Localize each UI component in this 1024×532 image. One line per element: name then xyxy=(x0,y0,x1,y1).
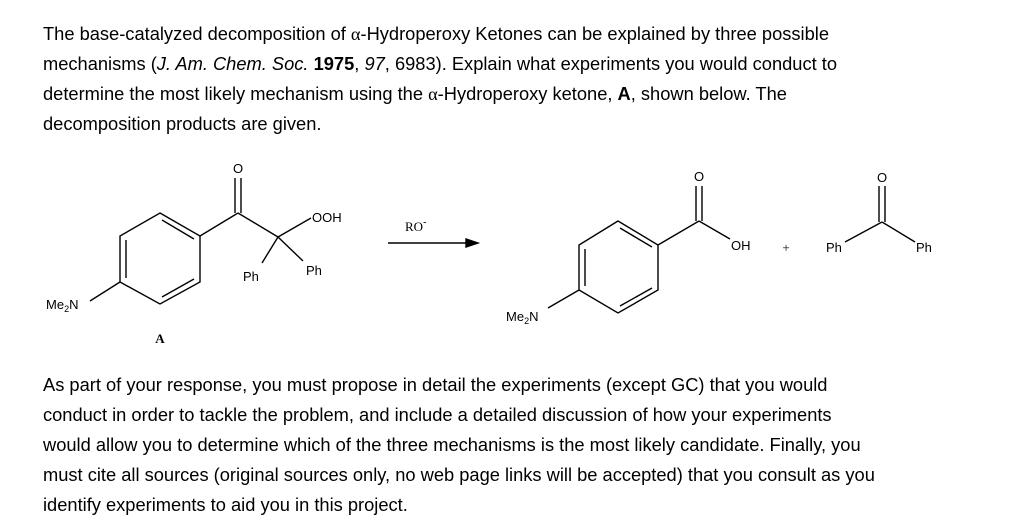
journal-volume: 97 xyxy=(364,53,385,74)
compound-label: A xyxy=(617,83,631,104)
text: The base-catalyzed decomposition of xyxy=(43,23,351,44)
nme2-label: $Me_2N$ xyxy=(46,297,79,314)
phenyl-label: Ph xyxy=(306,263,322,278)
oxygen-label: O xyxy=(232,161,244,176)
reaction-arrow xyxy=(388,217,478,247)
text: mechanisms ( xyxy=(43,53,157,74)
journal-name: J. Am. Chem. Soc. xyxy=(156,53,309,74)
text: , xyxy=(354,53,365,74)
product-benzoic-acid xyxy=(506,169,751,326)
alpha-symbol: α xyxy=(428,84,438,104)
plus-sign: + xyxy=(782,240,790,255)
text: determine the most likely mechanism using the xyxy=(43,83,429,104)
phenyl-label: Ph xyxy=(826,240,842,255)
product-benzophenone xyxy=(826,170,932,255)
oxygen-label: O xyxy=(876,170,888,185)
response-line: identify experiments to aid you in this project. xyxy=(43,494,408,515)
intro-line-4: decomposition products are given. xyxy=(43,113,322,134)
alpha-symbol: α xyxy=(350,24,361,44)
text: , shown below. The xyxy=(630,83,787,104)
phenyl-label: Ph xyxy=(243,269,259,284)
ooh-label: OOH xyxy=(312,210,342,225)
reactant-a xyxy=(46,161,342,346)
text: -Hydroperoxy Ketones can be explained by three possible xyxy=(360,23,829,44)
response-line: As part of your response, you must propose in detail the experiments (except GC) that you would xyxy=(43,374,828,395)
oh-label: OH xyxy=(731,238,751,253)
response-line: would allow you to determine which of the three mechanisms is the most likely candidate. Finally, you xyxy=(43,434,861,455)
text: -Hydroperoxy ketone, xyxy=(437,83,618,104)
response-line: must cite all sources (original sources only, no web page links will be accepted) that you consult as you xyxy=(43,464,875,485)
reagent-label: RO- xyxy=(405,217,427,234)
nme2-label: $Me_2N$ xyxy=(506,309,539,326)
response-line: conduct in order to tackle the problem, and include a detailed discussion of how your experiments xyxy=(43,404,832,425)
text: , 6983). Explain what experiments you would conduct to xyxy=(384,53,837,74)
phenyl-label: Ph xyxy=(916,240,932,255)
compound-a-label: A xyxy=(155,331,165,346)
oxygen-label: O xyxy=(693,169,705,184)
journal-year: 1975 xyxy=(313,53,355,74)
